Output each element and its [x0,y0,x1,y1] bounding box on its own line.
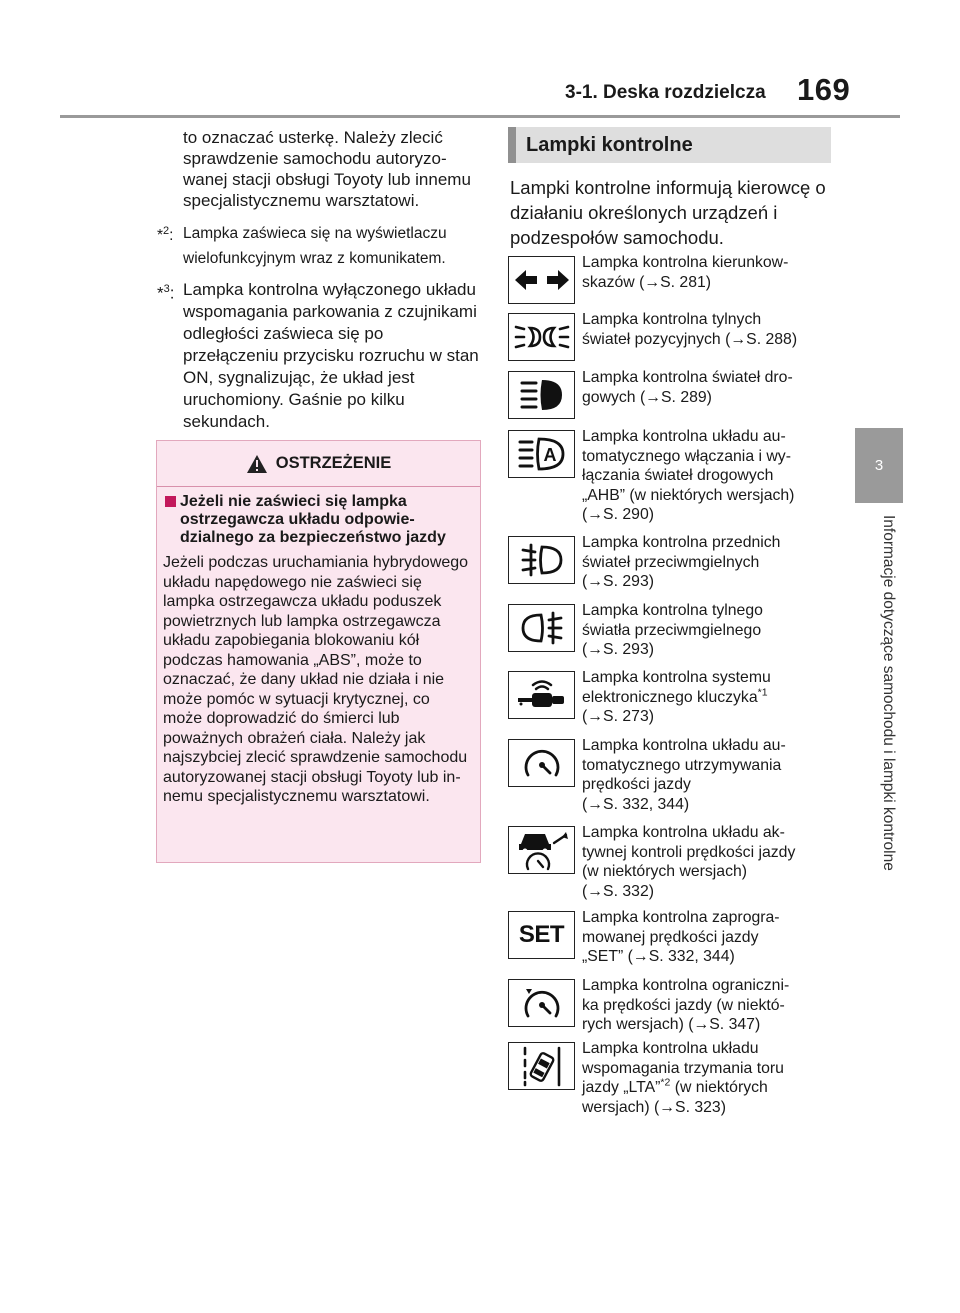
warning-triangle-icon [246,454,268,474]
indicator-description: Lampka kontrolna przednich świateł przeciwmgielnych (→S. 293) [582,534,781,590]
warning-box [156,440,481,863]
chapter-title: Informacje dotyczące samochodu i lampki kontrolne [880,515,897,871]
header-divider [60,115,900,118]
svg-text:A: A [543,445,556,465]
set-icon-label: SET [518,921,565,948]
auto-high-beam-icon [508,430,575,478]
footnote-3-marker: *$^3$: [157,283,175,303]
indicator-description: Lampka kontrolna świateł dro- gowych (→S. 289) [582,369,793,406]
dynamic-cruise-control-icon [508,826,575,874]
continuation-text: to oznaczać usterkę. Należy zlecić sprawdzenie samochodu autoryzowanej stacji obsługi Toyoty lub innemu specjalistycznemu warsztatowi. [183,128,471,210]
indicator-description: Lampka kontrolna kierunkow- skazów (→S. 281) [582,254,789,291]
warning-subtitle: Jeżeli nie zaświeci się lampka ostrzegawcza układu odpowiedzialnego za bezpieczeństwo jazdy [165,493,472,547]
footnote-2-text: Lampka zaświeca się na wyświetlaczu wielofunkcyjnym wraz z komunikatem. [183,225,447,267]
rear-fog-light-icon [508,604,575,652]
front-fog-light-icon [508,536,575,584]
footnote-3 [157,279,482,433]
footnote-2 [157,221,482,271]
indicator-description: Lampka kontrolna tylnych świateł pozycyjnych (→S. 288) [582,311,798,348]
footnote-2-marker: *$^2$: [157,225,174,245]
warning-title: OSTRZEŻENIE [275,454,392,472]
cruise-control-icon [508,739,575,787]
indicator-description: Lampka kontrolna układu ak- tywnej kontroli prędkości jazdy (w niektórych wersjach) (→S. 332) [582,824,796,900]
set-icon [508,911,575,959]
speed-limiter-icon [508,979,575,1027]
footnote-3-text: Lampka kontrolna wyłączonego układu wspomagania parkowania z czujnikami odległości zaświeca się po przełączeniu przycisku rozruchu w stan ON, sygnalizując, że układ jest uruchomiony. Gaśnie po kilku sekundach. [183,280,479,431]
tail-light-icon [508,313,575,361]
indicator-description: Lampka kontrolna układu wspomagania trzymania toru jazdy „LTA”$^{*2}$ (w niektórych wersjach) (→S. 323) [582,1040,784,1116]
page-number: 169 [797,72,851,107]
indicator-description: Lampka kontrolna układu au- tomatycznego utrzymywania prędkości jazdy (→S. 332, 344) [582,737,786,813]
warning-body: Jeżeli podczas uruchamiania hybrydowego układu napędowego nie zaświeci się lampka ostrzegawcza układu poduszek powietrznych lub lampka ostrzegawcza układu zapobiegania blokowaniu kół podczas hamowania „ABS”, może to oznaczać, że dany układ nie działa i nie może pomóc w sytuacji krytycznej, co może doprowadzić do śmierci lub poważnych obrażeń ciała. Należy jak najszybciej zlecić sprawdzenie samochodu autoryzowanej stacji obsługi Toyoty lub innemu specjalistycznemu warsztatowi. [163,554,469,805]
turn-signal-arrows-icon [508,256,575,304]
indicator-description: Lampka kontrolna tylnego światła przeciwmgielnego (→S. 293) [582,602,763,658]
section-title: 3-1. Deska rozdzielcza [565,82,766,103]
warning-header [157,441,480,487]
indicator-description: Lampka kontrolna ograniczni- ka prędkości jazdy (w niektó- rych wersjach) (→S. 347) [582,977,790,1033]
smart-key-icon [508,671,575,719]
section-intro: Lampki kontrolne informują kierowcę o działaniu określonych urządzeń i podzespołów samochodu. [510,177,826,248]
lane-trace-assist-icon [508,1042,575,1090]
high-beam-icon [508,371,575,419]
section-heading: Lampki kontrolne [508,127,831,163]
indicator-description: Lampka kontrolna zaprogra- mowanej prędkości jazdy „SET” (→S. 332, 344) [582,909,780,965]
chapter-tab: 3 [855,428,903,503]
left-column [157,127,482,433]
indicator-description: Lampka kontrolna systemu elektronicznego kluczyka$^{*1}$ (→S. 273) [582,669,771,725]
bullet-square-icon [165,496,176,507]
indicator-description: Lampka kontrolna układu au- tomatycznego włączania i wy- łączania świateł drogowych „AHB” (w niektórych wersjach) (→S. 290) [582,428,795,523]
